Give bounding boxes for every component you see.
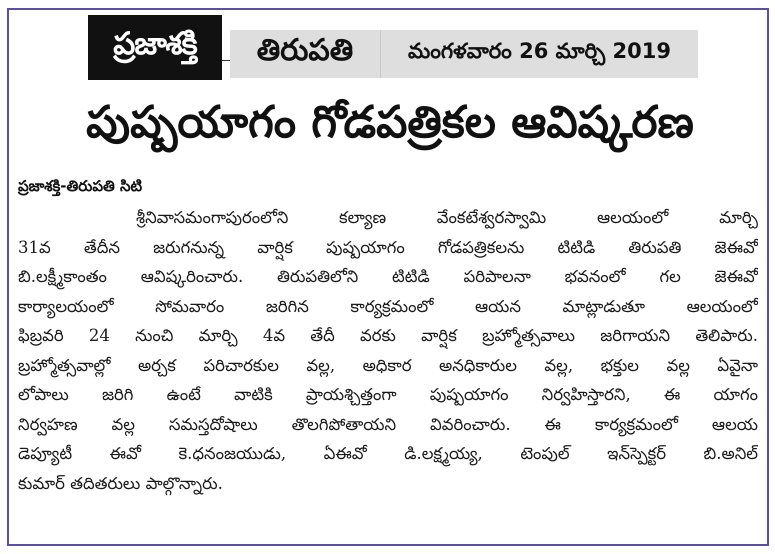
masthead-connector-line bbox=[222, 60, 230, 61]
newspaper-name: ప్రజాశక్తి bbox=[113, 26, 197, 62]
article-headline: పుష్పయాగం గోడపత్రికల ఆవిష్కరణ bbox=[86, 97, 694, 148]
body-line: డెప్యూటీ ఈవో కె.ధనంజయుడు, ఏఈవో డి.లక్ష్మయ్య, టెంపుల్ ఇన్‌స్పెక్టర్ బి.అనిల్ bbox=[18, 444, 758, 463]
newspaper-logo bbox=[88, 15, 222, 80]
edition-date: మంగళవారం 26 మార్చి 2019 bbox=[408, 39, 671, 63]
body-line: 31వ తేదీన జరుగనున్న వార్షిక పుష్పయాగం గోడపత్రికలను టిటిడి తిరుపతి జెఈవో bbox=[18, 237, 758, 257]
body-line: బి.లక్ష్మీకాంతం ఆవిష్కరించారు. తిరుపతిలోని టిటిడి పరిపాలనా భవనంలో గల జెఈవో bbox=[18, 267, 758, 286]
body-line: ఫిబ్రవరి 24 నుంచి మార్చి 4వ తేదీ వరకు వార్షిక బ్రహ్మోత్సవాలు జరిగాయని తెలిపారు. bbox=[18, 326, 758, 345]
edition-bar bbox=[230, 30, 698, 78]
body-line: బ్రహ్మోత్సవాల్లో అర్చక పరిచారకుల వల్ల, అధికార అనధికారుల వల్ల, భక్తుల వల్ల ఏవైనా bbox=[18, 355, 758, 375]
article-body bbox=[18, 203, 758, 498]
body-line: నిర్వహణ వల్ల సమస్తదోషాలు తొలగిపోతాయని వివరించారు. ఈ కార్యక్రమంలో ఆలయ bbox=[18, 414, 758, 434]
body-line: కుమార్ తదితరులు పాల్గొన్నారు. bbox=[18, 473, 223, 493]
body-line: లోపాలు జరిగి ఉంటే వాటికి ప్రాయశ్చిత్తంగా పుష్పయాగం నిర్వహిస్తారని, ఈ యాగం bbox=[18, 385, 758, 404]
edition-city: తిరుపతి bbox=[230, 30, 381, 78]
body-line: శ్రీనివాసమంగాపురంలోని కల్యాణ వేంకటేశ్వరస్వామి ఆలయంలో మార్చి bbox=[136, 208, 758, 227]
body-line: కార్యాలయంలో సోమవారం జరిగిన కార్యక్రమంలో ఆయన మాట్లాడుతూ ఆలయంలో bbox=[18, 296, 758, 316]
article-byline: ప్రజాశక్తి-తిరుపతి సిటి bbox=[18, 177, 143, 195]
